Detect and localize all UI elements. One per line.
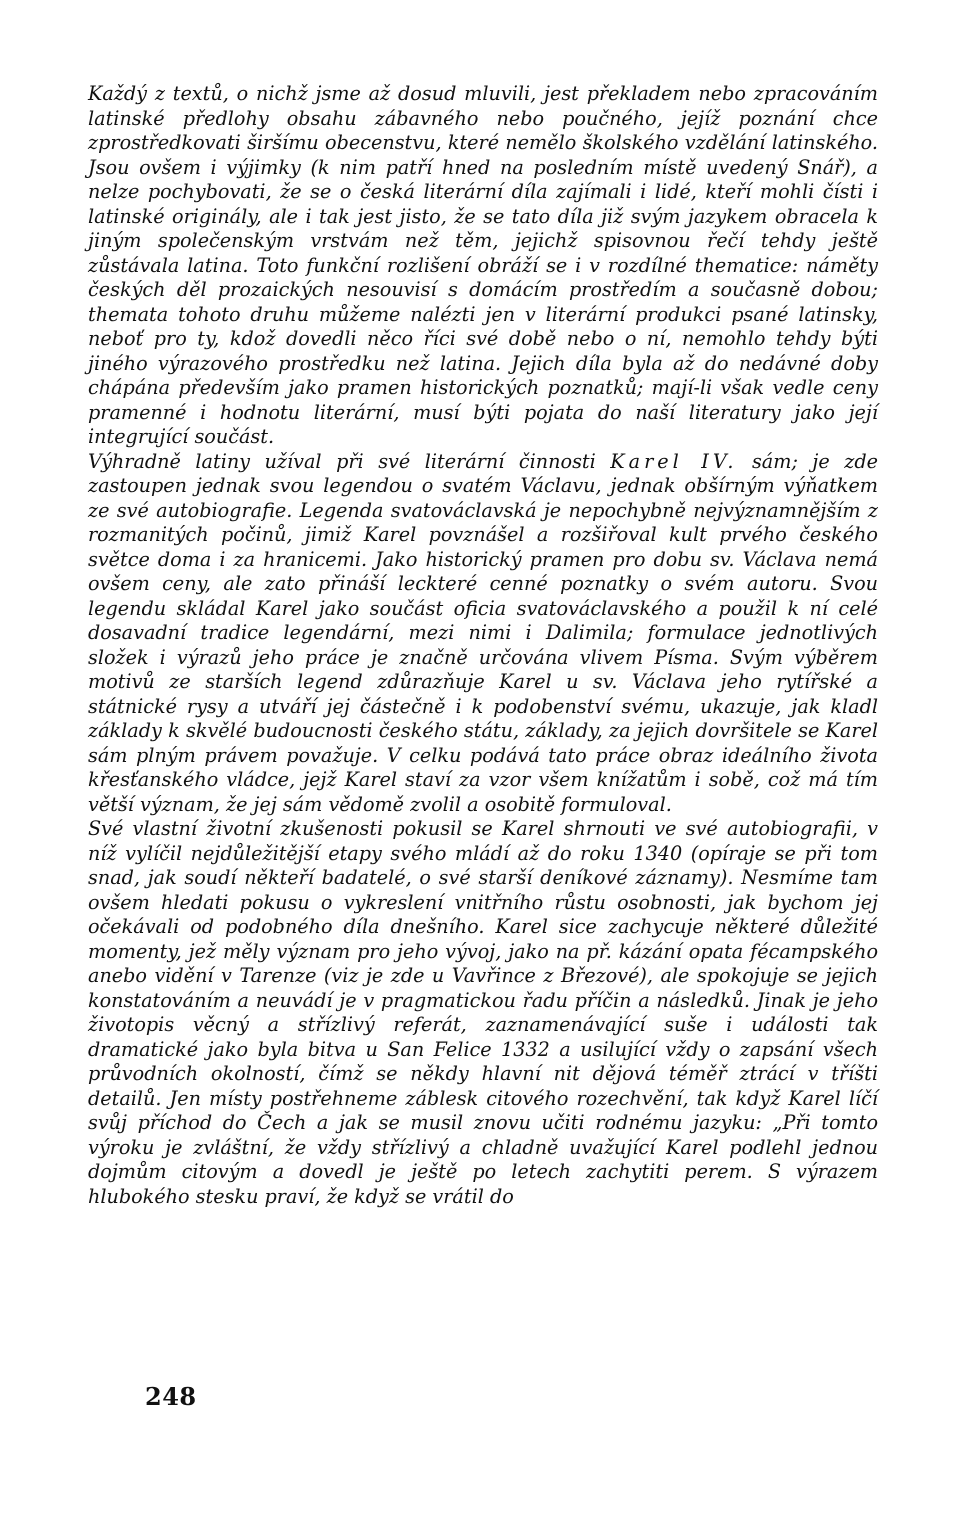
paragraph-3: Své vlastní životní zkušenosti pokusil se Karel shrnouti ve své autobiografii, v níž vylíčil nejdůležitější etapy svého mládí až do roku 1340 (opíraje se při tom snad, jak soudí někteří badatelé, o své starší deníkové záznamy). Nesmíme tam ovšem hledati pokusu o vykreslení vnitřního růstu osobnosti, jak bychom jej očekávali od podobného díla dnešního. Karel sice zachycuje některé důležité momenty, jež měly význam pro jeho vývoj, jako na př. kázání opata fécampského anebo vidění v Tarenze (viz je zde u Vavřince z Březové), ale spokojuje se jejich konstatováním a neuvádí je v pragmatickou řadu příčin a následků. Jinak je jeho životopis věcný a střízlivý referát, zaznamenávající suše i události tak dramatické jako byla bitva u San Felice 1332 a usilující vždy o zapsání všech průvodních okolností, čímž se někdy hlavní nit dějová téměř ztrácí v tříšti detailů. Jen místy postřehneme záblesk citového rozechvění, tak když Karel líčí svůj příchod do Čech a jak se musil znovu učiti rodnému jazyku: „Při tomto výroku je zvláštní, že vždy střízlivý a chladně uvažující Karel podlehl jednou dojmům citovým a dovedl je ještě po letech zachytiti perem. S výrazem hlubokého stesku praví, že když se vrátil do	[88, 817, 878, 1208]
paragraph-1: Každý z textů, o nichž jsme až dosud mluvili, jest překladem nebo zpracováním latinské předlohy obsahu zábavného nebo poučného, jejíž poznání chce zprostředkovati širšímu obecenstvu, které nemělo školského vzdělání latinského. Jsou ovšem i výjimky (k nim patří hned na posledním místě uvedený Snář), a nelze pochybovati, že se o česká literární díla zajímali i lidé, kteří mohli čísti i latinské originály, ale i tak jest jisto, že se tato díla již svým jazykem obracela k jiným společenským vrstvám než těm, jejichž spisovnou řečí tehdy ještě zůstávala latina. Toto funkční rozlišení obráží se i v rozdílné thematice: náměty českých děl prozaických nesouvisí s domácím prostředím a současně dobou; themata tohoto druhu můžeme nalézti jen v literární produkci psané latinsky, neboť pro ty, kdož dovedli něco říci své době nebo o ní, nemohlo tehdy býti jiného výrazového prostředku než latina. Jejich díla byla až do nedávné doby chápána především jako pramen historických poznatků; mají-li však vedle ceny pramenné i hodnotu literární, musí býti pojata do naší literatury jako její integrující součást.	[88, 82, 878, 448]
paragraph-2-rest: sám; je zde zastoupen jednak svou legendou o svatém Václavu, jednak obšírným výňatkem ze své autobiografie. Legenda svatováclavská je nepochybně nejvýznamnějším z rozmanitých počinů, jimiž Karel povznášel a rozšiřoval kult prvého českého světce doma i za hranicemi. Jako historický pramen pro dobu sv. Václava nemá ovšem ceny, ale zato přináší leckteré cenné poznatky o svém autoru. Svou legendu skládal Karel jako součást oficia svatováclavského a použil k ní celé dosavadní tradice legendární, mezi nimi i Dalimila; formulace jednotlivých složek i výrazů jeho práce je značně určována vlivem Písma. Svým výběrem motivů ze starších legend zdůrazňuje Karel u sv. Václava jeho rytířské a státnické rysy a utváří jej částečně i k podobenství svému, ukazuje, jak kladl základy k skvělé budoucnosti českého státu, základy, za jejich dovršitele se Karel sám plným právem považuje. V celku podává tato práce obraz ideálního života křesťanského vládce, jejž Karel staví za vzor všem knížatům i sobě, což má tím větší význam, že jej sám vědomě zvolil a osobitě formuloval.	[88, 449, 879, 816]
page-body	[88, 82, 878, 1209]
page-number: 248	[145, 1382, 197, 1411]
paragraph-2-lead: Výhradně latiny užíval při své literární činnosti	[88, 449, 611, 473]
author-name-spaced: Karel IV.	[610, 449, 738, 473]
paragraph-2	[88, 450, 878, 818]
